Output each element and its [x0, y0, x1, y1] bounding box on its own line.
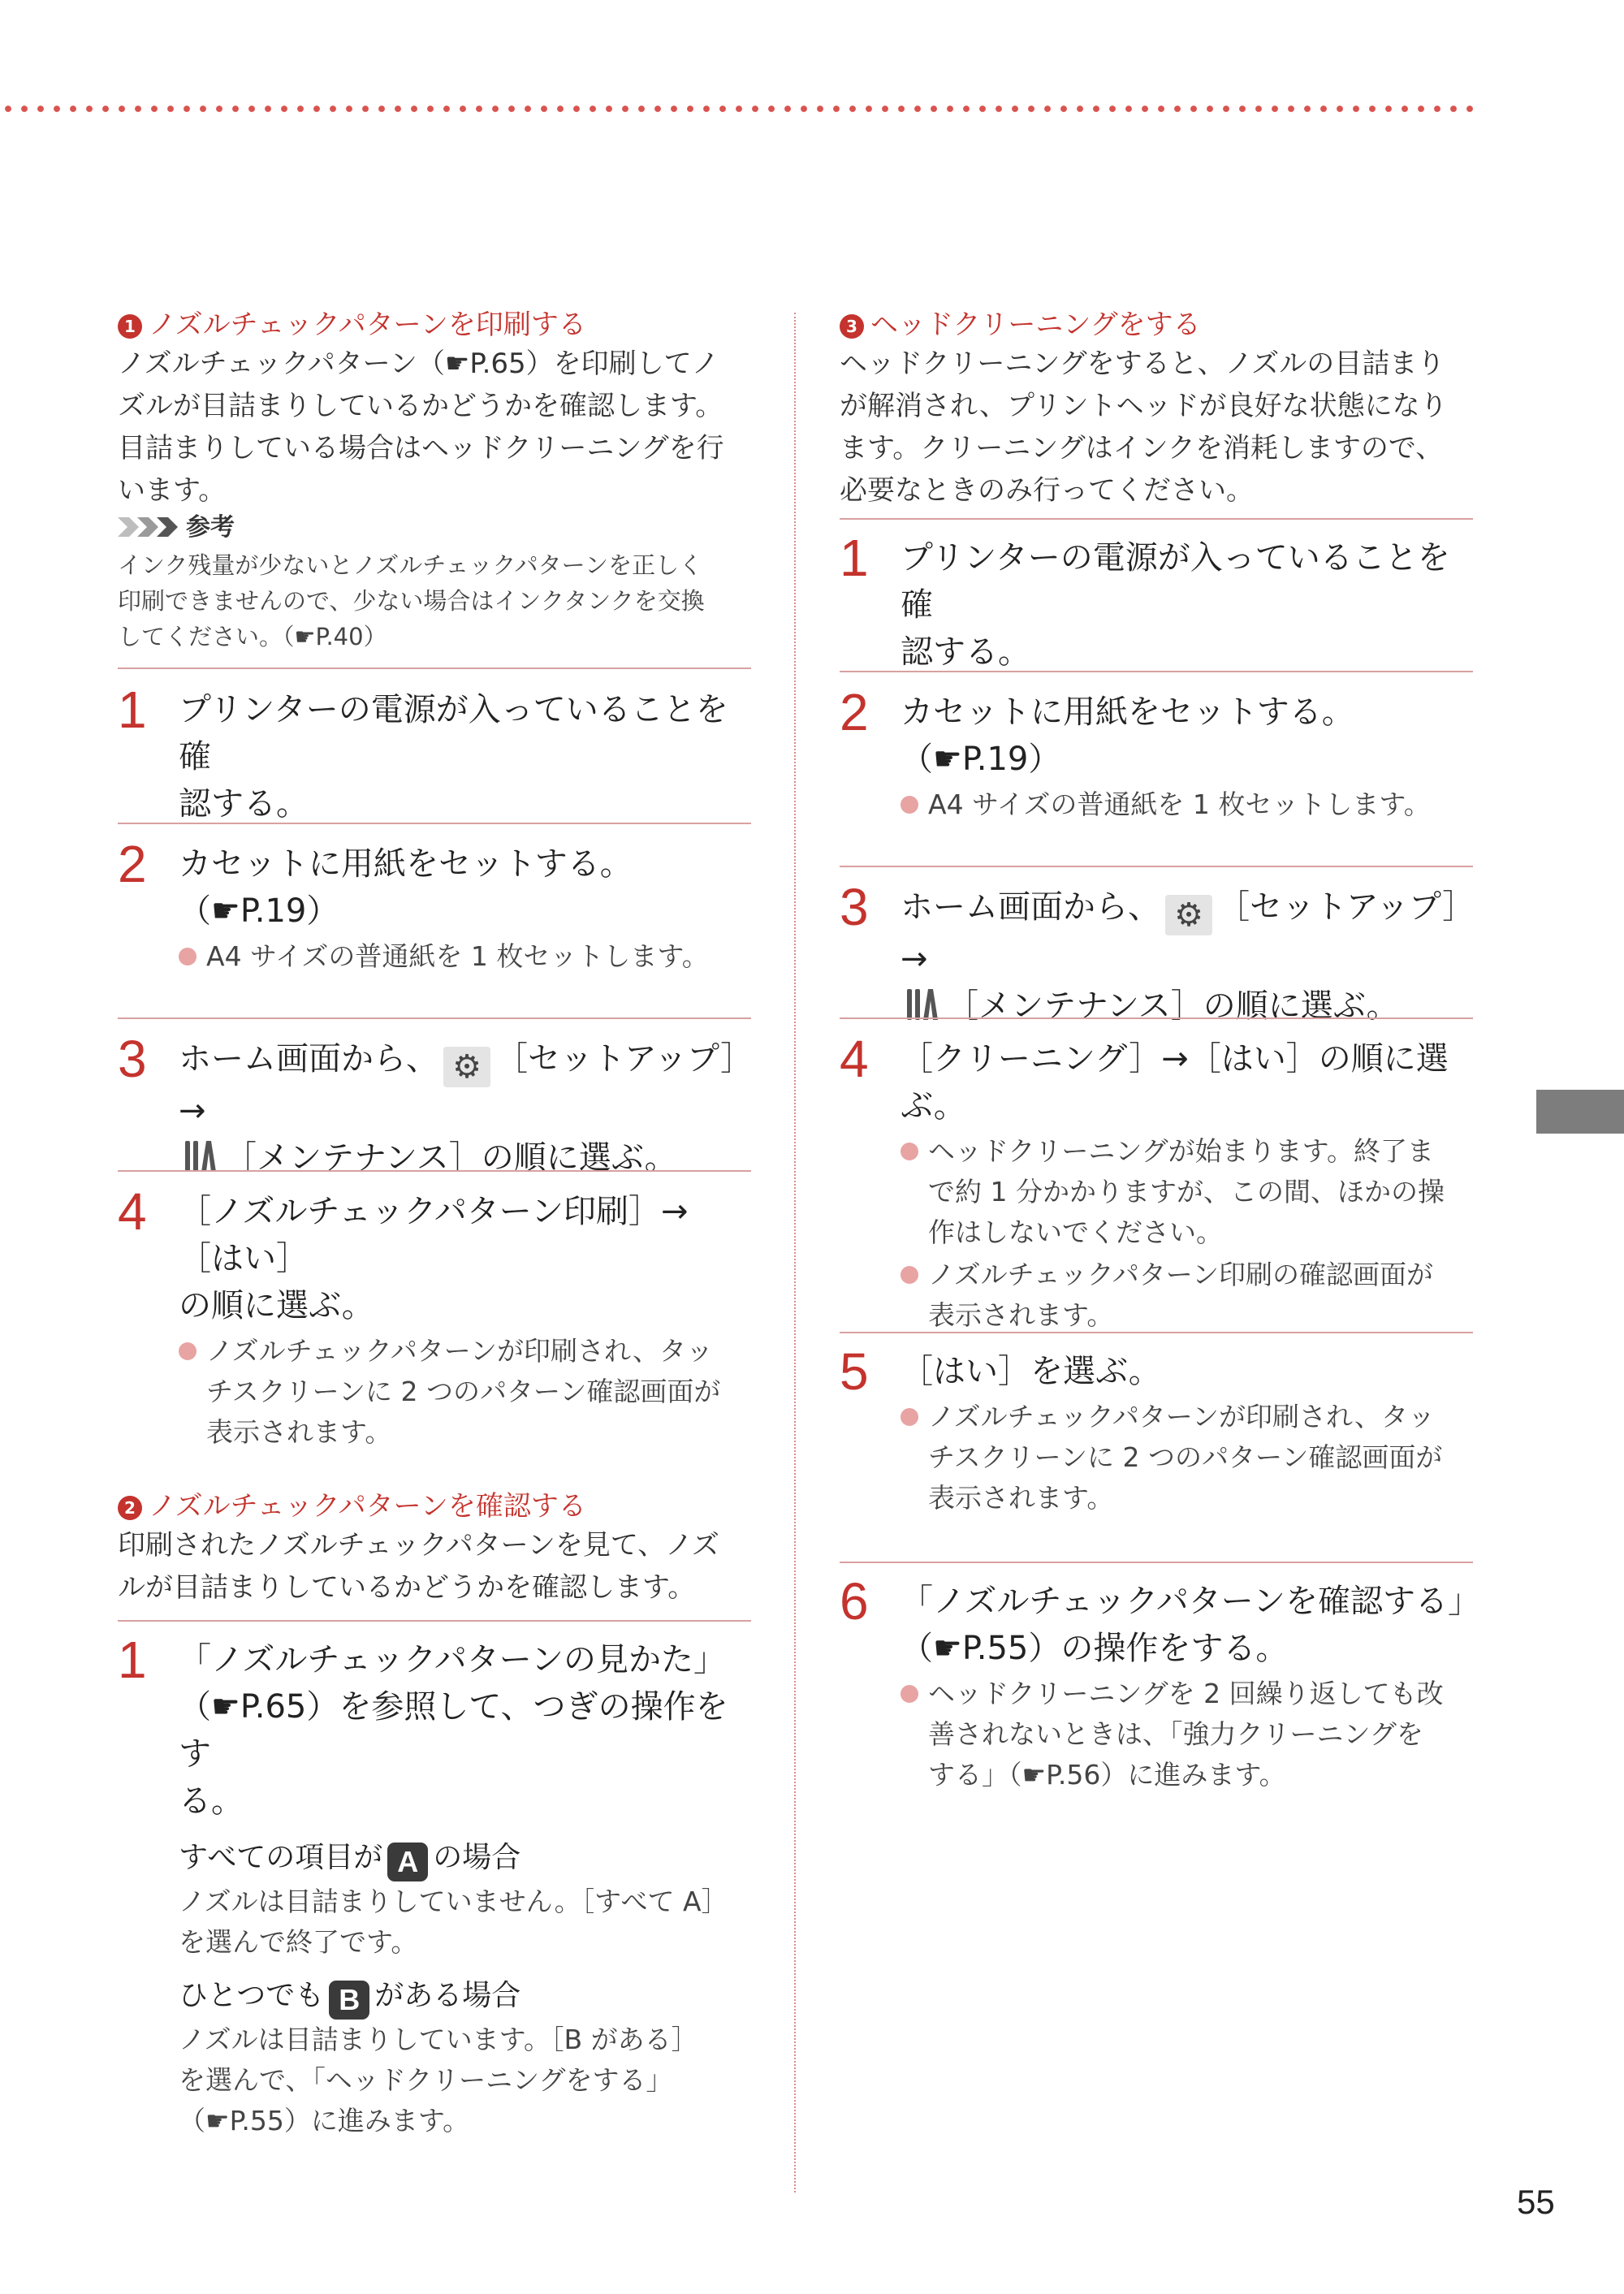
column-divider: [794, 313, 796, 2192]
step-bullet: [901, 1397, 1473, 1519]
section-1-heading: [118, 307, 751, 343]
step-text: ［メンテナンス］の順に選ぶ。: [224, 1139, 677, 1177]
bullet-dot-icon: [901, 1408, 918, 1426]
step-title-line: [179, 1035, 751, 1134]
text-line: を選んで終了です。: [179, 1926, 418, 1958]
step-rule: [840, 1332, 1473, 1333]
result-b-badge: B: [329, 1981, 369, 2020]
text-line: ノズルチェックパターン（☛P.65）を印刷してノ: [118, 348, 719, 380]
step-title-line: [179, 1134, 751, 1182]
case-a-heading: [179, 1836, 751, 1881]
step-title-line: プリンターの電源が入っていることを確: [179, 691, 728, 775]
step-text: ホーム画面から、: [179, 1040, 438, 1078]
step-3: [118, 1030, 751, 1182]
case-text: がある場合: [374, 1979, 521, 2012]
step-1: [840, 529, 1473, 676]
bullet-text: A4 サイズの普通紙を 1 枚セットします。: [928, 788, 1431, 820]
bullet-text: する」（☛P.56）に進みます。: [928, 1759, 1286, 1791]
step-1: [118, 680, 751, 827]
step-rule: [118, 823, 751, 824]
bullet-text: ヘッドクリーニングを 2 回繰り返しても改: [928, 1678, 1444, 1709]
text-line: ヘッドクリーニングをすると、ノズルの目詰まり: [840, 348, 1445, 380]
step-title-line: （☛P.19）: [901, 741, 1061, 778]
step-bullet: [901, 1674, 1473, 1795]
gear-icon: ⚙: [1165, 895, 1212, 935]
bullet-text: で約 1 分かかりますが、この間、ほかの操: [928, 1176, 1445, 1207]
bullet-text: 表示されます。: [928, 1482, 1114, 1514]
step-title-line: （☛P.19）: [179, 892, 339, 930]
bullet-dot-icon: [901, 796, 918, 814]
bullet-text: ノズルチェックパターン印刷の確認画面が: [928, 1259, 1434, 1290]
step-text: ［セットアップ］→: [179, 1040, 737, 1130]
step-title-line: （☛P.55）の操作をする。: [901, 1630, 1289, 1667]
step-rule: [840, 518, 1473, 520]
step-rule: [118, 1620, 751, 1622]
bullet-dot-icon: [901, 1685, 918, 1703]
step-number: 2: [840, 683, 869, 741]
step-title-line: 「ノズルチェックパターンを確認する」: [901, 1583, 1480, 1620]
text-line: インク残量が少ないとノズルチェックパターンを正しく: [118, 551, 703, 579]
step-bullet: [901, 1255, 1473, 1336]
step-number: 3: [118, 1030, 147, 1088]
text-line: います。: [118, 474, 227, 507]
step-title-line: 認する。: [179, 785, 309, 823]
note-label: 参考: [186, 513, 235, 542]
bullet-dot-icon: [179, 948, 197, 966]
result-a-badge: A: [387, 1843, 428, 1881]
bullet-dot-icon: [179, 1342, 197, 1360]
step-text: ホーム画面から、: [901, 888, 1160, 926]
bullet-text: ヘッドクリーニングが始まります。終了ま: [928, 1135, 1435, 1167]
text-line: 目詰まりしている場合はヘッドクリーニングを行: [118, 432, 724, 464]
text-line: ます。クリーニングはインクを消耗しますので、: [840, 432, 1444, 464]
step-number: 3: [840, 878, 869, 936]
case-b-heading: [179, 1974, 751, 2020]
bullet-text: 作はしないでください。: [928, 1216, 1223, 1248]
step-title-line: （☛P.65）を参照して、つぎの操作をす: [179, 1688, 728, 1773]
step-number: 5: [840, 1342, 869, 1401]
step-number: 1: [840, 529, 869, 587]
step-title-line: の順に選ぶ。: [179, 1287, 374, 1324]
step-title-line: ［クリーニング］→［はい］の順に選ぶ。: [901, 1040, 1449, 1125]
text-line: 印刷できませんので、少ない場合はインクタンクを交換: [118, 587, 705, 615]
bullet-text: 表示されます。: [206, 1416, 392, 1448]
step-3: [840, 878, 1473, 1030]
text-line: 印刷されたノズルチェックパターンを見て、ノズ: [118, 1529, 719, 1562]
bullet-text: 善されないときは、「強力クリーニングを: [928, 1718, 1423, 1750]
step-4: [840, 1030, 1473, 1336]
step-title-line: る。: [179, 1782, 244, 1820]
step-rule: [840, 866, 1473, 867]
case-b-text: [179, 2020, 751, 2141]
step-4: [118, 1182, 751, 1453]
step-text: ［セットアップ］→: [901, 888, 1459, 978]
text-line: ルが目詰まりしているかどうかを確認します。: [118, 1571, 696, 1604]
text-line: （☛P.55）に進みます。: [179, 2105, 470, 2136]
section-1-intro: [118, 343, 751, 512]
step-rule: [840, 671, 1473, 672]
step-number: 1: [118, 680, 147, 739]
bullet-text: チスクリーンに 2 つのパターン確認画面が: [206, 1376, 721, 1407]
step-bullet: [179, 936, 751, 977]
step-title-line: カセットに用紙をセットする。: [901, 693, 1354, 731]
step-number: 4: [118, 1182, 147, 1241]
section-2-intro: [118, 1524, 751, 1609]
section-number-badge: 2: [118, 1496, 142, 1520]
step-title-line: ［ノズルチェックパターン印刷］→［はい］: [179, 1193, 689, 1277]
note-heading: [118, 512, 751, 544]
page-number: 55: [1517, 2183, 1555, 2221]
case-text: すべての項目が: [179, 1841, 383, 1874]
top-dotted-rule: [0, 104, 1482, 114]
step-title-line: プリンターの電源が入っていることを確: [901, 539, 1450, 624]
text-line: ノズルは目詰まりしています。［B がある］: [179, 2024, 698, 2055]
section-3-heading: [840, 307, 1473, 343]
step-rule: [118, 667, 751, 669]
step-text: ［メンテナンス］の順に選ぶ。: [946, 987, 1399, 1025]
step-title-line: ［はい］を選ぶ。: [901, 1353, 1161, 1390]
bullet-dot-icon: [901, 1266, 918, 1284]
case-text: ひとつでも: [179, 1979, 325, 2012]
section-number-badge: 3: [840, 314, 864, 339]
bullet-text: ノズルチェックパターンが印刷され、タッ: [206, 1335, 714, 1367]
check-step-1: [118, 1631, 751, 2141]
section-3-intro: [840, 343, 1473, 512]
step-number: 4: [840, 1030, 869, 1088]
note-chevron-icon: [118, 517, 179, 537]
step-6: [840, 1572, 1480, 1795]
section-2-heading: [118, 1488, 751, 1524]
bullet-text: ノズルチェックパターンが印刷され、タッ: [928, 1401, 1436, 1432]
bullet-text: 表示されます。: [928, 1299, 1114, 1331]
bullet-text: A4 サイズの普通紙を 1 枚セットします。: [206, 940, 709, 972]
step-number: 1: [118, 1631, 147, 1689]
step-number: 6: [840, 1572, 869, 1631]
step-2: [118, 835, 751, 977]
note-text: [118, 547, 751, 655]
gear-icon: ⚙: [443, 1047, 490, 1087]
step-rule: [118, 1017, 751, 1019]
text-line: してください。（☛P.40）: [118, 623, 387, 650]
step-bullet: [901, 1131, 1473, 1253]
section-number-badge: 1: [118, 314, 142, 339]
step-title-line: 「ノズルチェックパターンの見かた」: [179, 1641, 726, 1678]
step-number: 2: [118, 835, 147, 893]
step-5: [840, 1342, 1473, 1519]
section-title: ノズルチェックパターンを確認する: [149, 1490, 586, 1523]
case-text: の場合: [433, 1841, 521, 1874]
step-2: [840, 683, 1473, 825]
text-line: を選んで、「ヘッドクリーニングをする」: [179, 2064, 673, 2096]
step-title-line: [901, 983, 1473, 1030]
side-index-tab: [1536, 1090, 1624, 1134]
section-title: ヘッドクリーニングをする: [870, 309, 1201, 341]
step-bullet: [179, 1331, 751, 1453]
text-line: が解消され、プリントヘッドが良好な状態になり: [840, 390, 1448, 422]
step-rule: [840, 1562, 1473, 1563]
case-a-text: [179, 1881, 751, 1963]
step-title-line: [901, 883, 1473, 983]
step-title-line: 認する。: [901, 633, 1030, 671]
step-bullet: [901, 784, 1473, 825]
text-line: ズルが目詰まりしているかどうかを確認します。: [118, 390, 723, 422]
step-rule: [118, 1170, 751, 1172]
text-line: 必要なときのみ行ってください。: [840, 474, 1254, 507]
section-title: ノズルチェックパターンを印刷する: [149, 309, 586, 341]
step-rule: [840, 1017, 1473, 1019]
step-title-line: カセットに用紙をセットする。: [179, 845, 633, 883]
text-line: ノズルは目詰まりしていません。［すべて A］: [179, 1886, 728, 1917]
bullet-text: チスクリーンに 2 つのパターン確認画面が: [928, 1441, 1443, 1473]
bullet-dot-icon: [901, 1143, 918, 1160]
